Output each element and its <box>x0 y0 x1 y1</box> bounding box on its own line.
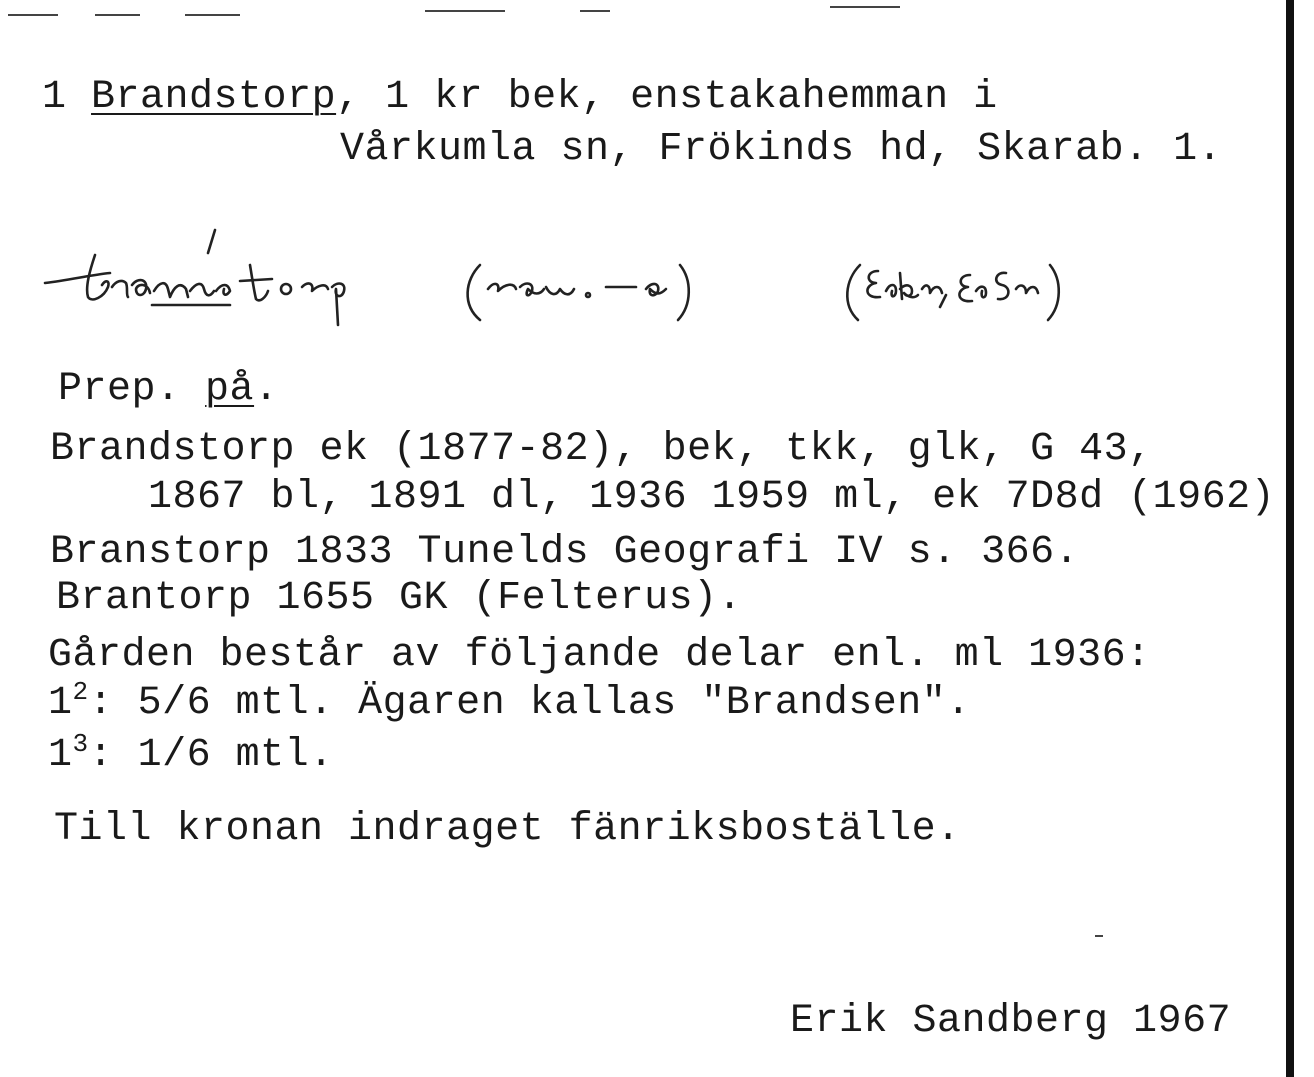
part-2-text: : 1/6 mtl. <box>88 733 334 778</box>
source-line-4: Brantorp 1655 GK (Felterus). <box>56 576 743 621</box>
scan-speck <box>830 6 900 8</box>
entry-heading <box>42 76 998 120</box>
preposition-value: på <box>205 367 255 412</box>
part-1-text: : 5/6 mtl. Ägaren kallas "Brandsen". <box>88 681 971 726</box>
farm-parts-intro: Gården består av följande delar enl. ml 1936: <box>48 633 1151 678</box>
card-edge-shadow <box>1286 0 1294 1077</box>
scan-speck <box>580 10 610 12</box>
source-line-3: Branstorp 1833 Tunelds Geografi IV s. 366. <box>50 530 1080 575</box>
farm-part-1 <box>48 677 971 726</box>
signature: Erik Sandberg 1967 <box>790 999 1232 1044</box>
preposition-label: Prep. <box>58 367 181 412</box>
scan-speck <box>8 14 58 16</box>
heading-description: , 1 kr bek, enstakahemman i <box>336 75 998 120</box>
source-line-1: Brandstorp ek (1877-82), bek, tkk, glk, G 43, <box>50 427 1153 472</box>
farm-part-2 <box>48 729 334 778</box>
entry-number: 1 <box>42 75 67 120</box>
place-name: Brandstorp <box>91 75 337 120</box>
source-line-2: 1867 bl, 1891 dl, 1936 1959 ml, ek 7D8d (1962) <box>148 475 1276 520</box>
history-note: Till kronan indraget fänriksboställe. <box>54 807 961 852</box>
part-1-number: 1 <box>48 681 73 726</box>
handwritten-pronunciation <box>40 225 1170 335</box>
part-2-number: 1 <box>48 733 73 778</box>
part-2-superscript: 3 <box>72 729 89 759</box>
part-1-superscript: 2 <box>72 677 89 707</box>
heading-location: Vårkumla sn, Frökinds hd, Skarab. 1. <box>340 127 1223 172</box>
preposition-line <box>58 368 279 412</box>
scan-speck <box>95 14 140 16</box>
scan-speck <box>1095 935 1103 937</box>
scan-speck <box>185 14 240 16</box>
preposition-end: . <box>254 367 279 412</box>
scan-speck <box>425 10 505 12</box>
